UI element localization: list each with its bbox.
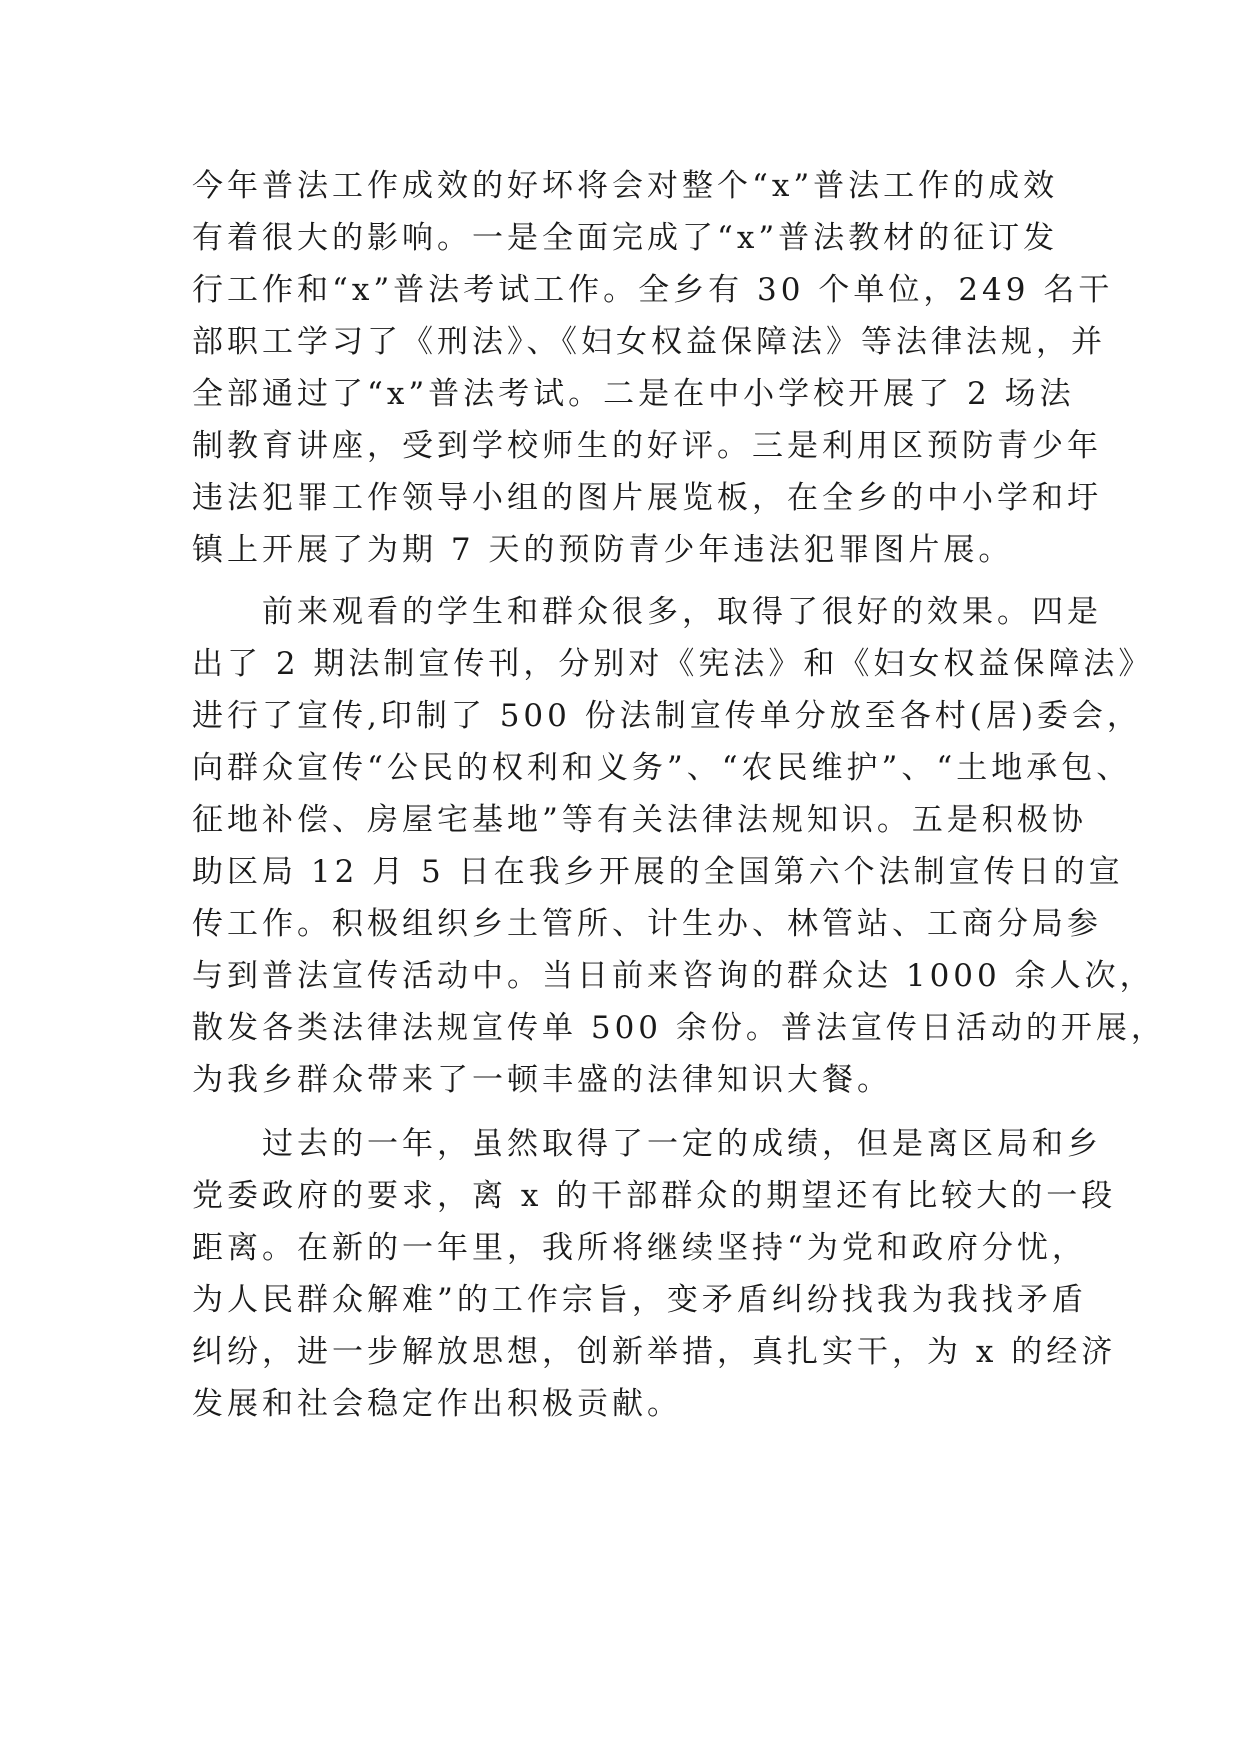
text-line: 部职工学习了《刑法》、《妇女权益保障法》等法律法规，并 (192, 324, 1106, 360)
document-body (192, 160, 1166, 1430)
text-line: 过去的一年，虽然取得了一定的成绩，但是离区局和乡 (192, 1126, 1102, 1162)
text-line: 与到普法宣传活动中。当日前来咨询的群众达 1000 余人次， (192, 958, 1155, 994)
text-line: 传工作。积极组织乡土管所、计生办、林管站、工商分局参 (192, 906, 1102, 942)
text-line: 前来观看的学生和群众很多，取得了很好的效果。四是 (192, 594, 1102, 630)
paragraph-1 (192, 160, 1114, 576)
paragraph-3 (192, 1118, 1117, 1430)
paragraph-spacing (192, 576, 1062, 586)
text-line: 出了 2 期法制宣传刊，分别对《宪法》和《妇女权益保障法》 (192, 646, 1154, 682)
text-line: 今年普法工作成效的好坏将会对整个“x”普法工作的成效 (192, 168, 1059, 204)
text-line: 违法犯罪工作领导小组的图片展览板，在全乡的中小学和圩 (192, 480, 1102, 516)
text-line: 行工作和“x”普法考试工作。全乡有 30 个单位，249 名干 (192, 272, 1114, 308)
text-line: 镇上开展了为期 7 天的预防青少年违法犯罪图片展。 (192, 532, 1014, 568)
text-line: 距离。在新的一年里，我所将继续坚持“为党和政府分忧， (192, 1230, 1087, 1266)
text-line: 党委政府的要求，离 x 的干部群众的期望还有比较大的一段 (192, 1178, 1117, 1214)
paragraph-spacing (192, 1106, 1062, 1118)
text-line: 纠纷，进一步解放思想，创新举措，真扎实干，为 x 的经济 (192, 1334, 1117, 1370)
text-line: 发展和社会稳定作出积极贡献。 (192, 1386, 682, 1422)
text-line: 全部通过了“x”普法考试。二是在中小学校开展了 2 场法 (192, 376, 1075, 412)
text-line: 为人民群众解难”的工作宗旨，变矛盾纠纷找我为我找矛盾 (192, 1282, 1087, 1318)
text-line: 征地补偿、房屋宅基地”等有关法律法规知识。五是积极协 (192, 802, 1087, 838)
text-line: 向群众宣传“公民的权利和义务”、“农民维护”、“土地承包、 (192, 750, 1132, 786)
text-line: 散发各类法律法规宣传单 500 余份。普法宣传日活动的开展， (192, 1010, 1166, 1046)
text-line: 进行了宣传,印制了 500 份法制宣传单分放至各村(居)委会， (192, 698, 1142, 734)
text-line: 助区局 12 月 5 日在我乡开展的全国第六个法制宣传日的宣 (192, 854, 1124, 890)
paragraph-2 (192, 586, 1166, 1106)
text-line: 有着很大的影响。一是全面完成了“x”普法教材的征订发 (192, 220, 1059, 256)
text-line: 制教育讲座，受到学校师生的好评。三是利用区预防青少年 (192, 428, 1102, 464)
text-line: 为我乡群众带来了一顿丰盛的法律知识大餐。 (192, 1062, 892, 1098)
